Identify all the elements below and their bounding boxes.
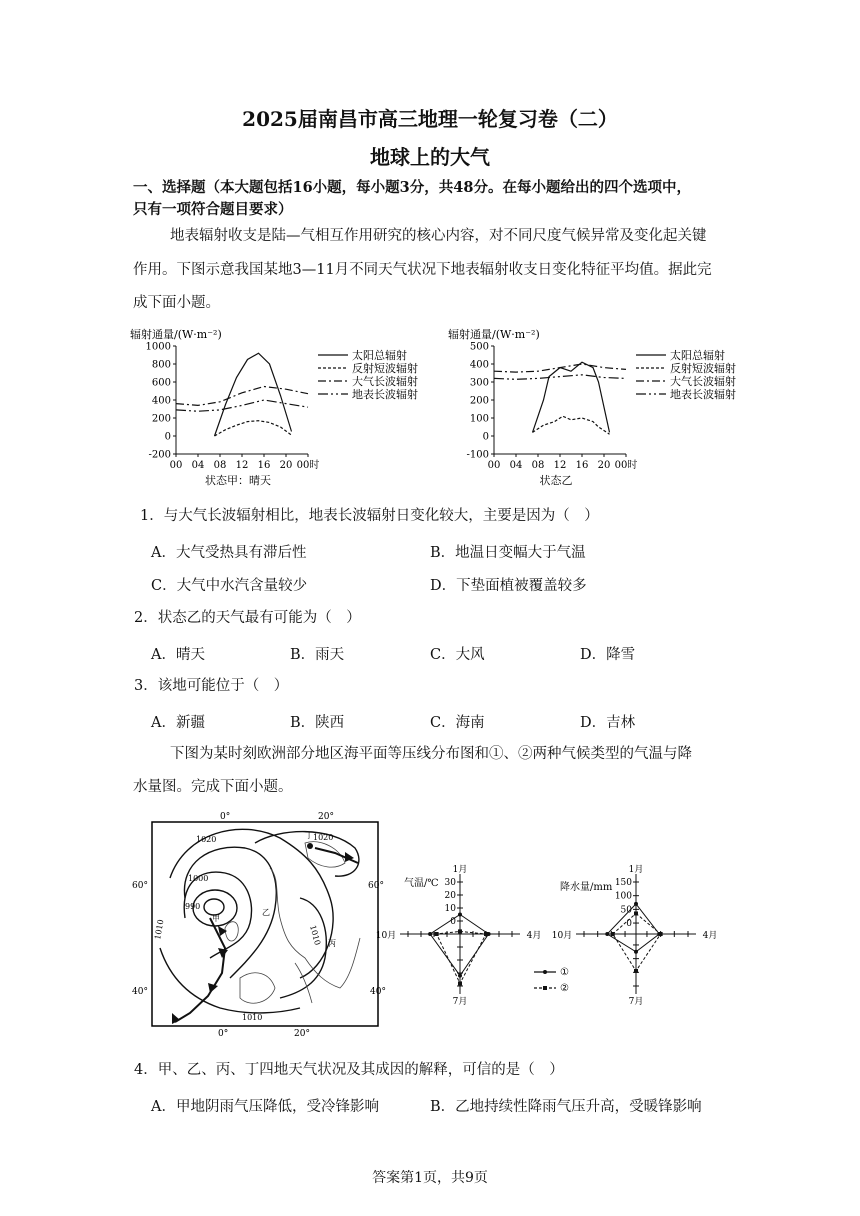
legend-label: 地表长波辐射 xyxy=(352,388,418,401)
legend-label-2: ② xyxy=(560,983,569,994)
q3-stem: 3．该地可能位于（ ） xyxy=(134,678,289,694)
radiation-chart-state-b xyxy=(446,322,746,492)
x-tick-label: 04 xyxy=(191,460,205,471)
lat-label-60-left: 60° xyxy=(132,881,148,891)
y-tick-label: 0 xyxy=(164,431,171,443)
chart-b-ylabel: 辐射通量/(W·m⁻²) xyxy=(448,328,540,341)
isobar-label: 1010 xyxy=(242,1013,263,1022)
isobar-label: 1020 xyxy=(313,833,334,842)
x-tick-label: 00 xyxy=(169,460,183,471)
radar-axis-label: 10月 xyxy=(551,931,573,941)
q2-option-c: C．大风 xyxy=(430,647,485,663)
radar-axis-label: 7月 xyxy=(628,997,644,1007)
passage2-line1: 下图为某时刻欧洲部分地区海平面等压线分布图和①、②两种气候类型的气温与降 xyxy=(170,746,692,762)
x-tick-label: 08 xyxy=(531,460,545,471)
passage1-line1: 地表辐射收支是陆—气相互作用研究的核心内容，对不同尺度气候异常及变化起关键 xyxy=(170,228,707,244)
passage2-line2: 水量图。完成下面小题。 xyxy=(133,779,293,795)
x-tick-label: 00时 xyxy=(614,460,638,471)
lat-label-40-right: 40° xyxy=(370,987,386,997)
isobar-label: 1000 xyxy=(188,874,209,883)
page-footer: 答案第1页，共9页 xyxy=(372,1170,488,1186)
legend-label: 大气长波辐射 xyxy=(352,375,418,388)
q4-stem: 4．甲、乙、丙、丁四地天气状况及其成因的解释，可信的是（ ） xyxy=(134,1062,564,1078)
page-subtitle: 地球上的大气 xyxy=(370,145,490,169)
y-tick-label: 400 xyxy=(151,395,171,407)
europe-isobar-map xyxy=(130,808,392,1040)
radar-point xyxy=(605,932,609,936)
y-tick-label: 1000 xyxy=(145,341,171,353)
legend-label: 反射短波辐射 xyxy=(352,362,418,375)
legend-label: 太阳总辐射 xyxy=(670,349,725,362)
section-header-line2: 只有一项符合题目要求） xyxy=(133,201,293,218)
series-line-3 xyxy=(176,387,308,406)
place-bing: 丙 xyxy=(328,939,336,948)
x-tick-label: 00时 xyxy=(296,460,320,471)
legend-label: 大气长波辐射 xyxy=(670,375,736,388)
q3-option-b: B．陕西 xyxy=(290,715,345,731)
coastline-uk xyxy=(225,922,238,941)
lon-label-20-bottom: 20° xyxy=(294,1029,310,1039)
x-tick-label: 00 xyxy=(487,460,501,471)
chart-a-ylabel: 辐射通量/(W·m⁻²) xyxy=(130,328,222,341)
isobar-label: 1010 xyxy=(308,924,323,947)
q2-option-d: D．降雪 xyxy=(580,647,636,663)
passage1-line3: 成下面小题。 xyxy=(133,295,220,311)
isobar-line xyxy=(280,898,326,998)
q2-option-a: A．晴天 xyxy=(151,647,205,663)
front-semicircle xyxy=(307,843,313,849)
radar-temp-plot xyxy=(376,864,542,1007)
radar-axis-label: 1月 xyxy=(628,865,644,875)
legend-marker-2 xyxy=(543,986,547,990)
y-tick-label: 800 xyxy=(151,359,171,371)
coastline-iberia xyxy=(240,973,275,1003)
series-line-3 xyxy=(494,364,626,372)
q4-option-a: A．甲地阴雨气压降低，受冷锋影响 xyxy=(151,1099,379,1115)
isobar-label: 1020 xyxy=(196,835,217,844)
radar-point xyxy=(458,929,462,933)
q1-option-b: B．地温日变幅大于气温 xyxy=(430,545,586,561)
chart-a-legend xyxy=(318,348,418,401)
chart-a-title: 状态甲：晴天 xyxy=(205,474,271,487)
radar-point xyxy=(659,932,663,936)
radar-point xyxy=(611,932,615,936)
radar-point xyxy=(484,932,488,936)
page-title: 2025届南昌市高三地理一轮复习卷（二） xyxy=(242,107,618,131)
q1-stem: 1．与大气长波辐射相比，地表长波辐射日变化较大，主要是因为（ ） xyxy=(140,508,599,524)
y-tick-label: 400 xyxy=(469,359,489,371)
lat-label-40-left: 40° xyxy=(132,987,148,997)
chart-b-legend xyxy=(636,348,736,401)
q3-option-d: D．吉林 xyxy=(580,715,636,731)
y-tick-label: 500 xyxy=(469,341,489,353)
x-tick-label: 20 xyxy=(279,460,293,471)
radar-point xyxy=(458,974,462,978)
series-line-1 xyxy=(533,362,610,432)
radar-series-1 xyxy=(430,915,489,976)
coastline-italy xyxy=(295,963,312,1003)
y-tick-label: 600 xyxy=(151,377,171,389)
lon-label-0-bottom: 0° xyxy=(218,1029,229,1039)
isobar-label-low: 990 xyxy=(185,902,201,911)
x-tick-label: 16 xyxy=(257,460,271,471)
q2-option-b: B．雨天 xyxy=(290,647,345,663)
radar-tick-label: 150 xyxy=(614,878,632,888)
isobar-label: 1010 xyxy=(153,918,166,941)
y-tick-label: 300 xyxy=(469,377,489,389)
y-tick-label: -100 xyxy=(466,449,489,461)
x-tick-label: 12 xyxy=(553,460,567,471)
chart-a-plot xyxy=(146,342,320,472)
q1-option-d: D．下垫面植被覆盖较多 xyxy=(430,578,587,594)
q4-option-b: B．乙地持续性降雨气压升高，受暖锋影响 xyxy=(430,1099,702,1115)
radar-axis-label: 4月 xyxy=(526,931,542,941)
series-line-1 xyxy=(215,353,292,436)
lon-label-20-top: 20° xyxy=(318,812,334,822)
q2-stem: 2．状态乙的天气最有可能为（ ） xyxy=(134,610,361,626)
y-tick-label: 200 xyxy=(469,395,489,407)
x-tick-label: 16 xyxy=(575,460,589,471)
q3-option-c: C．海南 xyxy=(430,715,485,731)
radar-precipitation xyxy=(551,858,718,1008)
radar-point xyxy=(634,969,638,973)
y-tick-label: -200 xyxy=(148,449,171,461)
radar-axis-label: 7月 xyxy=(452,997,468,1007)
q1-option-c: C．大气中水汽含量较少 xyxy=(151,578,308,594)
radar-point xyxy=(634,911,638,915)
radiation-chart-sunny xyxy=(128,322,428,492)
isobar-low-inner xyxy=(204,899,224,915)
series-line-2 xyxy=(215,421,292,436)
radar-point xyxy=(634,950,638,954)
radar-axis-label: 4月 xyxy=(702,931,718,941)
front-triangle xyxy=(208,983,218,993)
place-ding: 丁 xyxy=(305,831,313,840)
x-tick-label: 04 xyxy=(509,460,523,471)
radar-tick-label: 100 xyxy=(614,891,632,902)
y-tick-label: 0 xyxy=(482,431,489,443)
legend-marker-1 xyxy=(543,970,547,974)
radar-tick-label: 0 xyxy=(450,917,456,927)
radar-point xyxy=(435,932,439,936)
radar-precip-label: 降水量/mm xyxy=(560,882,613,893)
q3-option-a: A．新疆 xyxy=(151,715,205,731)
radar-axis-label: 1月 xyxy=(452,865,468,875)
radar-tick-label: 30 xyxy=(444,878,456,888)
section-header-line1: 一、选择题（本大题包括16小题，每小题3分，共48分。在每小题给出的四个选项中， xyxy=(133,179,691,196)
legend-label-1: ① xyxy=(560,967,569,978)
legend-label: 地表长波辐射 xyxy=(670,388,736,401)
lon-label-0-top: 0° xyxy=(220,812,231,822)
place-jia: 甲 xyxy=(212,914,220,923)
isobar-line xyxy=(160,948,300,1013)
legend-label: 太阳总辐射 xyxy=(352,349,407,362)
radar-tick-label: 0 xyxy=(626,919,632,930)
chart-b-title: 状态乙 xyxy=(539,474,573,487)
radar-temp-label: 气温/℃ xyxy=(404,878,439,889)
radar-axis-label: 10月 xyxy=(375,931,397,941)
chart-b-plot xyxy=(467,342,638,472)
radar-point xyxy=(428,932,432,936)
radar-tick-label: 50 xyxy=(620,905,632,916)
legend-label: 反射短波辐射 xyxy=(670,362,736,375)
x-tick-label: 12 xyxy=(235,460,249,471)
radar-tick-label: 20 xyxy=(444,891,456,901)
x-tick-label: 08 xyxy=(213,460,227,471)
series-line-2 xyxy=(533,416,610,434)
radar-point xyxy=(458,913,462,917)
y-tick-label: 200 xyxy=(151,413,171,425)
passage1-line2: 作用。下图示意我国某地3—11月不同天气状况下地表辐射收支日变化特征平均值。据此完 xyxy=(133,262,712,278)
series-line-4 xyxy=(494,375,626,380)
q1-option-a: A．大气受热具有滞后性 xyxy=(151,545,307,561)
radar-point xyxy=(634,902,638,906)
radar-point xyxy=(458,981,462,985)
x-tick-label: 20 xyxy=(597,460,611,471)
radar-tick-label: 10 xyxy=(444,904,456,914)
y-tick-label: 100 xyxy=(469,413,489,425)
place-yi: 乙 xyxy=(262,908,270,917)
lat-label-60-right: 60° xyxy=(368,881,384,891)
